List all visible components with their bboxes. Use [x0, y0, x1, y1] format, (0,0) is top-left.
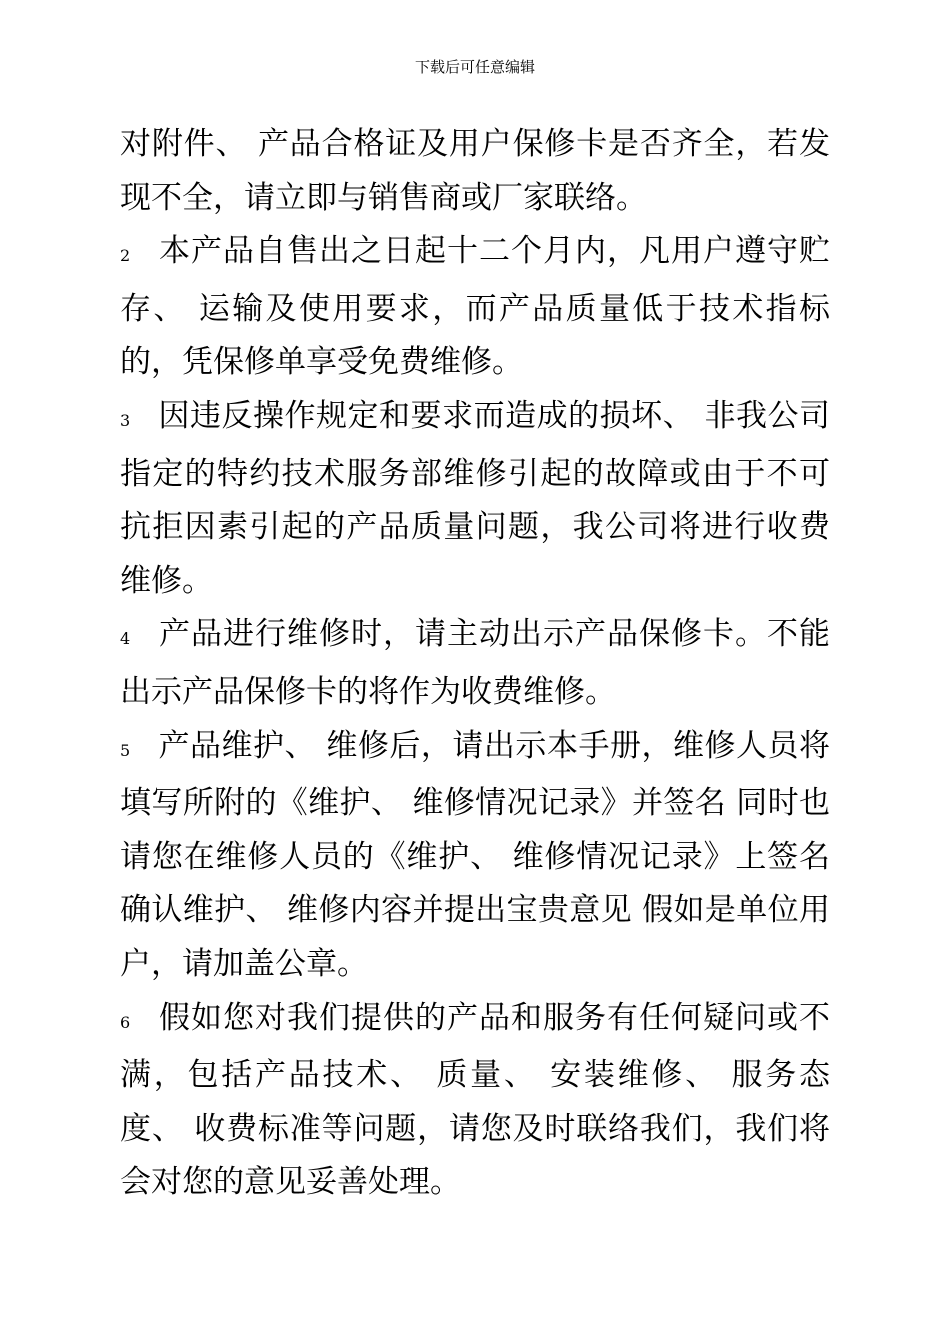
- paragraph-text: 对附件、 产品合格证及用户保修卡是否齐全，若发现不全，请立即与销售商或厂家联络。: [120, 126, 830, 216]
- paragraph-item-6: [120, 992, 830, 1210]
- paragraph-item-5: [120, 720, 830, 992]
- item-number: 4: [120, 629, 131, 649]
- page-header: 下载后可任意编辑: [414, 58, 535, 76]
- document-body: [120, 118, 830, 1210]
- paragraph-text: 假如您对我们提供的产品和服务有任何疑问或不满，包括产品技术、 质量、 安装维修、 服务态度、 收费标准等问题，请您及时联络我们，我们将会对您的意见妥善处理。: [120, 999, 830, 1201]
- paragraph-text: 因违反操作规定和要求而造成的损坏、 非我公司指定的特约技术服务部维修引起的故障或由于不可抗拒因素引起的产品质量问题，我公司将进行收费维修。: [120, 397, 830, 599]
- paragraph-text: 本产品自售出之日起十二个月内，凡用户遵守贮存、 运输及使用要求，而产品质量低于技术指标的，凭保修单享受免费维修。: [120, 233, 830, 381]
- paragraph-text: 产品维护、 维修后，请出示本手册，维修人员将填写所附的《维护、 维修情况记录》并签名 同时也请您在维修人员的《维护、 维修情况记录》上签名确认维护、 维修内容并提出宝贵意见 假如是单位用户，请加盖公章。: [120, 727, 830, 982]
- paragraph-item-3: [120, 390, 830, 608]
- item-number: 3: [120, 410, 131, 430]
- item-number: 2: [120, 246, 131, 266]
- item-number: 5: [120, 740, 131, 760]
- paragraph-text: 产品进行维修时，请主动出示产品保修卡。不能出示产品保修卡的将作为收费维修。: [120, 616, 830, 710]
- paragraph-item-4: [120, 608, 830, 719]
- item-number: 6: [120, 1012, 131, 1032]
- paragraph-item-2: [120, 225, 830, 390]
- paragraph-continuation: [120, 118, 830, 225]
